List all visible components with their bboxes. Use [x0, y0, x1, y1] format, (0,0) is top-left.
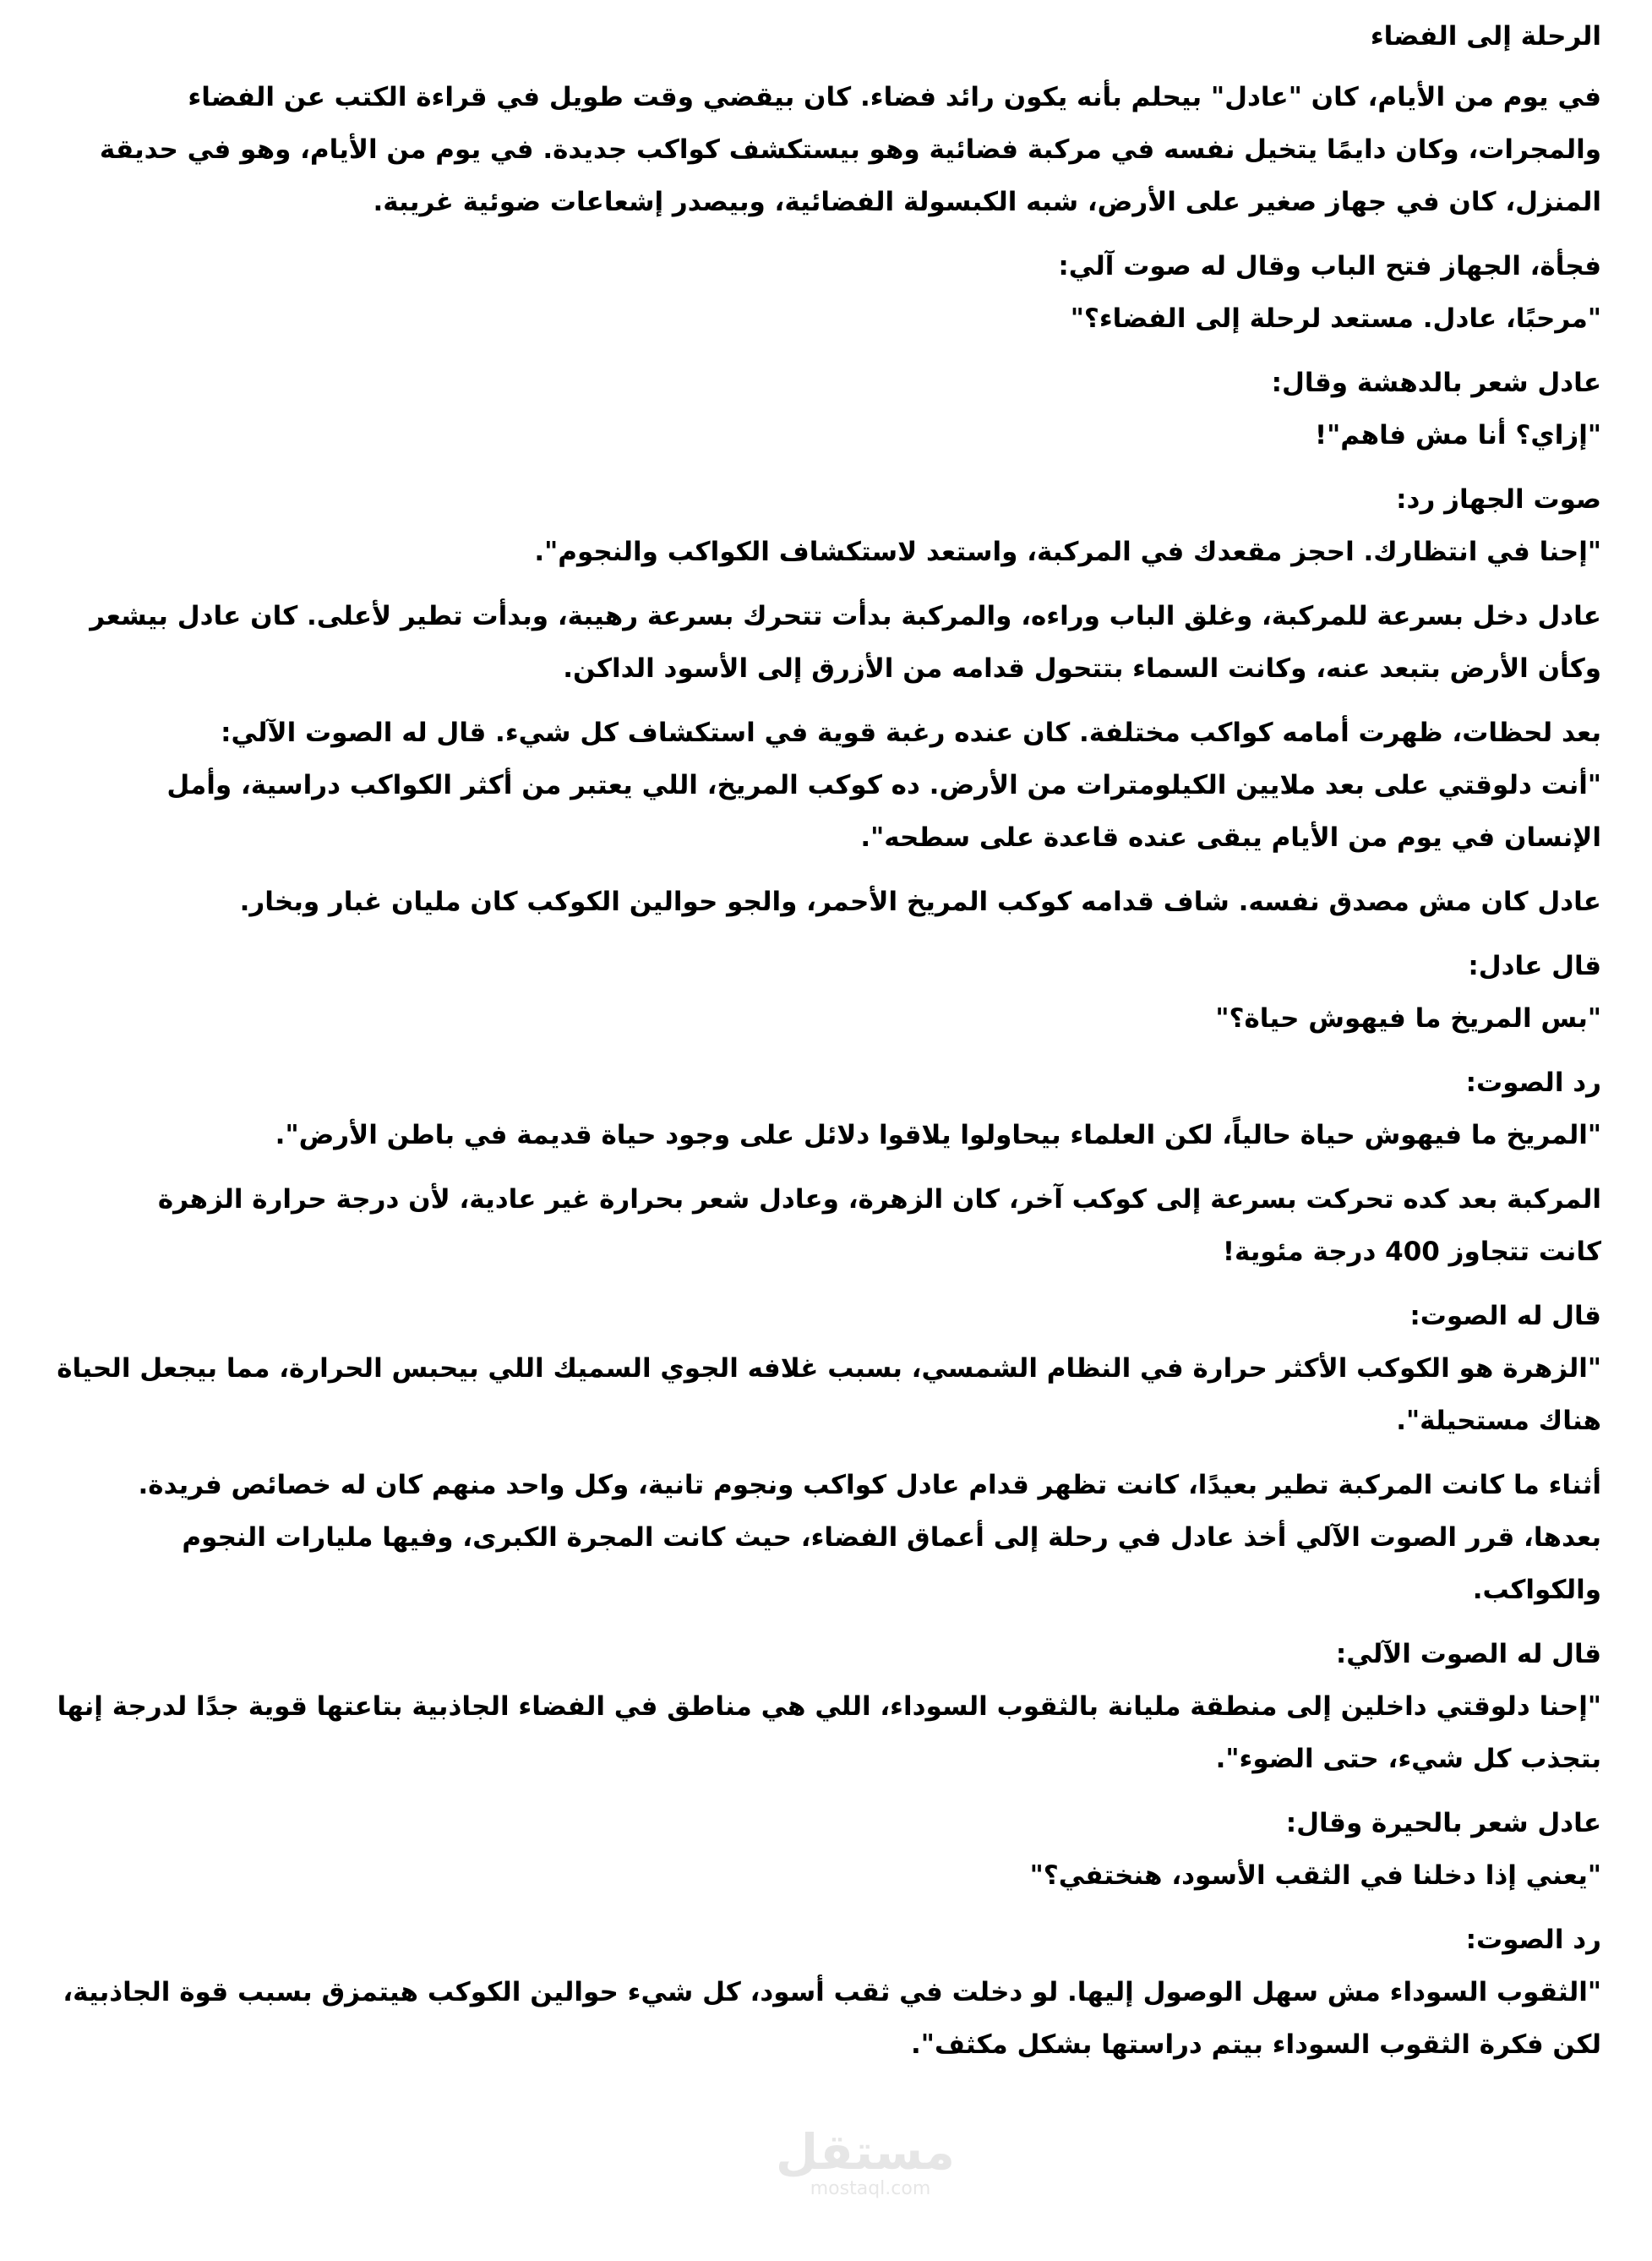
paragraph-line: "إزاي؟ أنا مش فاهم"!: [1315, 420, 1601, 451]
paragraph-line: عادل شعر بالدهشة وقال:: [1271, 368, 1601, 398]
paragraph-line: "أنت دلوقتي على بعد ملايين الكيلومترات من الأرض. ده كوكب المريخ، اللي يعتبر من أكثر الكواكب دراسية، وأمل: [166, 770, 1601, 800]
paragraph-line: والمجرات، وكان دايمًا يتخيل نفسه في مركبة فضائية وهو بيستكشف كواكب جديدة. في يوم من الأيام، وهو في حديقة: [99, 134, 1601, 165]
story-paragraph: [51, 1628, 1601, 1785]
paragraph-line: والكواكب.: [1472, 1575, 1601, 1605]
paragraph-line: "يعني إذا دخلنا في الثقب الأسود، هنختفي؟": [1029, 1860, 1601, 1891]
paragraph-line: "مرحبًا، عادل. مستعد لرحلة إلى الفضاء؟": [1070, 303, 1601, 334]
paragraph-line: "الثقوب السوداء مش سهل الوصول إليها. لو دخلت في ثقب أسود، كل شيء حوالين الكوكب هيتمزق بسبب قوة الجاذبية،: [63, 1977, 1601, 2007]
story-paragraph: [51, 940, 1601, 1045]
story-paragraph: [51, 1914, 1601, 2071]
paragraph-line: صوت الجهاز رد:: [1396, 484, 1601, 515]
story-paragraph: [51, 1797, 1601, 1902]
story-paragraph: [51, 240, 1601, 345]
paragraph-line: أثناء ما كانت المركبة تطير بعيدًا، كانت تظهر قدام عادل كواكب ونجوم تانية، وكل واحد منهم كان له خصائص فريدة.: [138, 1470, 1601, 1500]
paragraph-line: المنزل، كان في جهاز صغير على الأرض، شبه الكبسولة الفضائية، وبيصدر إشعاعات ضوئية غريبة.: [373, 187, 1601, 217]
paragraph-line: وكأن الأرض بتبعد عنه، وكانت السماء بتتحول قدامه من الأزرق إلى الأسود الداكن.: [563, 653, 1601, 684]
story-paragraph: [51, 357, 1601, 461]
story-paragraph: [51, 590, 1601, 695]
paragraph-line: "المريخ ما فيهوش حياة حالياً، لكن العلماء بيحاولوا يلاقوا دلائل على وجود حياة قديمة في باطن الأرض".: [275, 1120, 1601, 1150]
paragraph-line: عادل دخل بسرعة للمركبة، وغلق الباب وراءه، والمركبة بدأت تتحرك بسرعة رهيبة، وبدأت تطير لأعلى. كان عادل بيشعر: [90, 601, 1601, 631]
paragraph-line: عادل كان مش مصدق نفسه. شاف قدامه كوكب المريخ الأحمر، والجو حوالين الكوكب كان مليان غبار وبخار.: [239, 887, 1601, 917]
story-title: الرحلة إلى الفضاء: [1370, 21, 1601, 52]
paragraph-line: قال له الصوت الآلي:: [1335, 1639, 1601, 1669]
story-paragraph: [51, 473, 1601, 578]
paragraph-line: "الزهرة هو الكوكب الأكثر حرارة في النظام الشمسي، بسبب غلافه الجوي السميك اللي بيحبس الحرارة، مما بيجعل الحياة: [57, 1353, 1601, 1384]
paragraph-line: بعدها، قرر الصوت الآلي أخذ عادل في رحلة إلى أعماق الفضاء، حيث كانت المجرة الكبرى، وفيها مليارات النجوم: [182, 1522, 1601, 1553]
story-paragraph: [51, 1173, 1601, 1278]
story-paragraph: [51, 1459, 1601, 1616]
paragraph-line: بعد لحظات، ظهرت أمامه كواكب مختلفة. كان عنده رغبة قوية في استكشاف كل شيء. قال له الصوت الآلي:: [221, 718, 1601, 748]
story-body: [51, 71, 1601, 2071]
story-paragraph: [51, 1057, 1601, 1161]
paragraph-line: في يوم من الأيام، كان "عادل" بيحلم بأنه يكون رائد فضاء. كان بيقضي وقت طويل في قراءة الكتب عن الفضاء: [188, 82, 1601, 112]
watermark-url: mostaql.com: [810, 2178, 931, 2199]
paragraph-line: بتجذب كل شيء، حتى الضوء".: [1215, 1744, 1601, 1774]
story-paragraph: [51, 71, 1601, 228]
paragraph-line: الإنسان في يوم من الأيام يبقى عنده قاعدة على سطحه".: [860, 822, 1601, 853]
story-paragraph: [51, 1290, 1601, 1447]
paragraph-line: "إحنا دلوقتي داخلين إلى منطقة مليانة بالثقوب السوداء، اللي هي مناطق في الفضاء الجاذبية بتاعتها قوية جدًا لدرجة إنها: [57, 1691, 1601, 1722]
paragraph-line: فجأة، الجهاز فتح الباب وقال له صوت آلي:: [1058, 251, 1601, 281]
paragraph-line: عادل شعر بالحيرة وقال:: [1285, 1808, 1601, 1838]
paragraph-line: قال له الصوت:: [1409, 1301, 1601, 1331]
paragraph-line: كانت تتجاوز 400 درجة مئوية!: [1222, 1237, 1601, 1267]
paragraph-line: المركبة بعد كده تحركت بسرعة إلى كوكب آخر، كان الزهرة، وعادل شعر بحرارة غير عادية، لأن درجة حرارة الزهرة: [157, 1184, 1601, 1215]
watermark-logo: مستقل: [775, 2123, 955, 2181]
story-paragraph: [51, 707, 1601, 864]
paragraph-line: "بس المريخ ما فيهوش حياة؟": [1215, 1003, 1601, 1034]
paragraph-line: لكن فكرة الثقوب السوداء بيتم دراستها بشكل مكثف".: [911, 2029, 1601, 2060]
paragraph-line: "إحنا في انتظارك. احجز مقعدك في المركبة، واستعد لاستكشاف الكواكب والنجوم".: [534, 537, 1601, 567]
paragraph-line: هناك مستحيلة".: [1396, 1406, 1601, 1436]
paragraph-line: رد الصوت:: [1465, 1068, 1601, 1098]
paragraph-line: قال عادل:: [1468, 951, 1601, 981]
paragraph-line: رد الصوت:: [1465, 1925, 1601, 1955]
story-paragraph: [51, 876, 1601, 928]
